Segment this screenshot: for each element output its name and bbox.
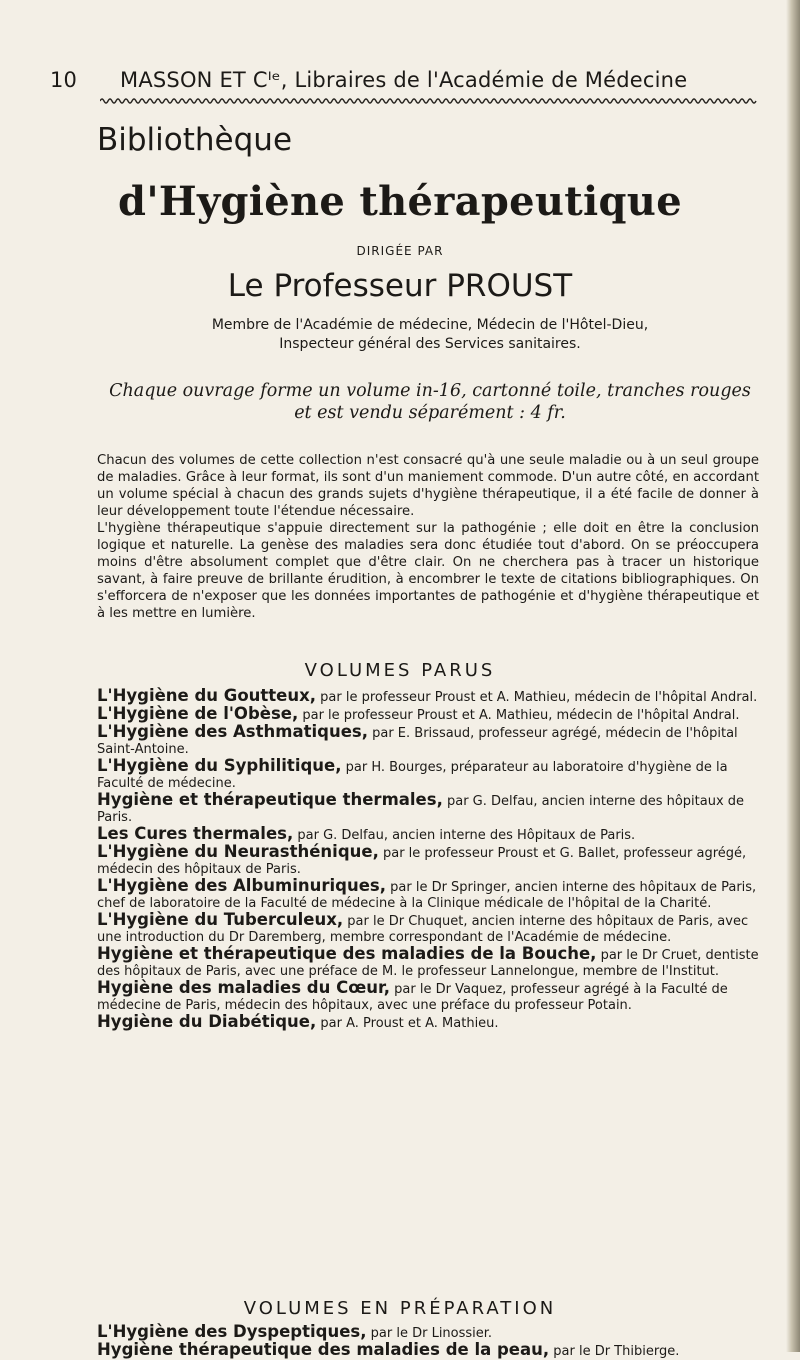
volume-title: Hygiène et thérapeutique des maladies de la Bouche,	[97, 944, 597, 963]
directed-by-label: DIRIGÉE PAR	[356, 244, 444, 258]
volume-title: L'Hygiène du Tuberculeux,	[97, 910, 344, 929]
volume-offer	[95, 380, 765, 424]
volume-title: Hygiène et thérapeutique thermales,	[97, 790, 443, 809]
volume-author: par le professeur Proust et A. Mathieu, médecin de l'hôpital Andral.	[316, 690, 758, 705]
volume-title: L'Hygiène du Goutteux,	[97, 686, 317, 705]
volume-author: par le Dr Linossier.	[366, 1326, 493, 1341]
volume-entry	[97, 946, 759, 980]
volume-title: Hygiène thérapeutique des maladies de la peau,	[97, 1340, 550, 1359]
volume-title: Hygiène des maladies du Cœur,	[97, 978, 391, 997]
page-number: 10	[50, 68, 78, 92]
volume-entry	[97, 878, 759, 912]
volume-entry	[97, 1342, 759, 1360]
volume-author: par le Dr Vaquez, professeur agrégé à la Faculté de médecine de Paris, médecin des hôpitaux, avec une préface du professeur Potain.	[97, 982, 728, 1013]
offer-line: Chaque ouvrage forme un volume in-16, cartonné toile, tranches rouges	[109, 381, 751, 401]
published-heading: VOLUMES PARUS	[304, 660, 496, 681]
volume-author: par G. Delfau, ancien interne des hôpitaux de Paris.	[97, 794, 745, 825]
wavy-rule	[100, 97, 757, 105]
volume-title: L'Hygiène du Neurasthénique,	[97, 842, 379, 861]
volume-entry	[97, 724, 759, 758]
in-preparation-list	[97, 1324, 759, 1360]
volume-author: par E. Brissaud, professeur agrégé, médecin de l'hôpital Saint-Antoine.	[97, 726, 738, 757]
in-preparation-heading: VOLUMES EN PRÉPARATION	[243, 1298, 557, 1319]
volume-title: Les Cures thermales,	[97, 824, 294, 843]
series-title-line2: d'Hygiène thérapeutique	[118, 178, 682, 225]
director-name: Le Professeur PROUST	[227, 268, 573, 304]
volume-entry	[97, 758, 759, 792]
intro-paragraph: Chacun des volumes de cette collection n'est consacré qu'à une seule maladie ou à un seul groupe de maladies. Grâce à leur format, ils sont d'un maniement commode. D'un autre côté, en accordant un volume spécial à chacun des grands sujets d'hygiène thérapeutique, il a été facile de donner à leur développement toute l'étendue nécessaire.	[97, 453, 759, 519]
volume-author: par A. Proust et A. Mathieu.	[316, 1016, 499, 1031]
intro-paragraph: L'hygiène thérapeutique s'appuie directement sur la pathogénie ; elle doit en être la conclusion logique et naturelle. La genèse des maladies sera donc étudiée tout d'abord. On se préoccupera moins d'être absolument complet que d'être clair. On ne cherchera pas à tracer un historique savant, à faire preuve de brillante érudition, à encombrer le texte de citations bibliographiques. On s'efforcera de n'exposer que les données importantes de pathogénie et d'hygiène thérapeutique et à les mettre en lumière.	[97, 521, 759, 621]
credentials-line: Membre de l'Académie de médecine, Médecin de l'Hôtel-Dieu,	[211, 317, 649, 333]
volume-author: par le Dr Chuquet, ancien interne des hôpitaux de Paris, avec une introduction du Dr Daremberg, membre correspondant de l'Académie de médecine.	[97, 914, 749, 945]
introduction	[97, 452, 759, 622]
volume-entry	[97, 980, 759, 1014]
volume-title: L'Hygiène des Albuminuriques,	[97, 876, 386, 895]
volume-title: L'Hygiène de l'Obèse,	[97, 704, 299, 723]
volume-author: par le professeur Proust et A. Mathieu, médecin de l'hôpital Andral.	[298, 708, 740, 723]
volume-entry	[97, 844, 759, 878]
volume-author: par le Dr Thibierge.	[549, 1344, 680, 1359]
volume-title: L'Hygiène du Syphilitique,	[97, 756, 342, 775]
volume-title: L'Hygiène des Asthmatiques,	[97, 722, 368, 741]
volume-entry	[97, 912, 759, 946]
director-credentials	[110, 316, 750, 354]
publisher-header: MASSON ET Cᴵᵉ, Libraires de l'Académie de Médecine	[120, 68, 688, 92]
volume-author: par H. Bourges, préparateur au laboratoire d'hygiène de la Faculté de médecine.	[97, 760, 728, 791]
volume-author: par G. Delfau, ancien interne des Hôpitaux de Paris.	[293, 828, 636, 843]
credentials-line: Inspecteur général des Services sanitaires.	[279, 336, 581, 352]
volume-title: Hygiène du Diabétique,	[97, 1012, 317, 1031]
volume-entry	[97, 792, 759, 826]
volume-entry	[97, 1014, 759, 1032]
volume-title: L'Hygiène des Dyspeptiques,	[97, 1322, 367, 1341]
volume-author: par le Dr Springer, ancien interne des hôpitaux de Paris, chef de laboratoire de la Faculté de médecine à la Clinique médicale de l'hôpital de la Charité.	[97, 880, 757, 911]
published-volumes-list	[97, 688, 759, 1032]
series-title-line1: Bibliothèque	[97, 122, 293, 158]
volume-author: par le Dr Cruet, dentiste des hôpitaux de Paris, avec une préface de M. le professeur Lannelongue, membre de l'Institut.	[97, 948, 759, 979]
offer-line: et est vendu séparément : 4 fr.	[294, 403, 566, 423]
volume-author: par le professeur Proust et G. Ballet, professeur agrégé, médecin des hôpitaux de Paris.	[97, 846, 747, 877]
